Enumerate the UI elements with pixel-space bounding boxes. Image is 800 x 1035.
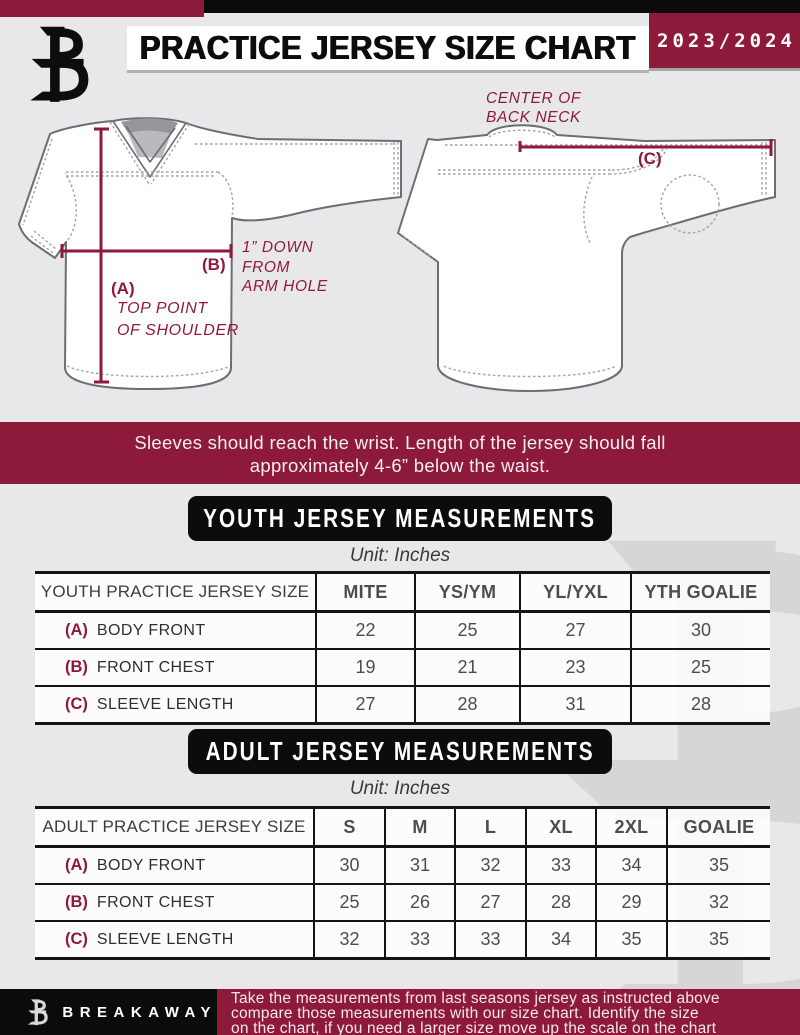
adult-unit-label: Unit: Inches xyxy=(349,778,451,799)
table-cell: 31 xyxy=(521,687,632,722)
table-cell: 27 xyxy=(456,885,527,920)
row-label-cell: (C) SLEEVE LENGTH xyxy=(35,922,315,957)
table-cell: 29 xyxy=(597,885,668,920)
page-title-box xyxy=(127,26,649,70)
measurement-label-c: (C) xyxy=(638,149,662,168)
footer-instructions: Take the measurements from last seasons jersey as instructed above compare those measurements with our size chart. Identify the size on the chart, if you need a larger size move up the scale on the chart xyxy=(217,989,800,1035)
table-cell: 27 xyxy=(521,613,632,648)
breakaway-logo-icon xyxy=(26,996,49,1029)
season-badge xyxy=(649,13,800,68)
table-row xyxy=(35,883,770,920)
table-cell: 25 xyxy=(416,613,521,648)
table-header-cell: YOUTH PRACTICE JERSEY SIZE xyxy=(35,574,317,610)
table-cell: 35 xyxy=(708,855,730,875)
table-cell: 33 xyxy=(456,922,527,957)
table-cell: 28 xyxy=(690,694,712,714)
table-cell: 30 xyxy=(315,848,386,883)
row-label-cell: (B) FRONT CHEST xyxy=(35,885,315,920)
table-row xyxy=(35,920,770,957)
row-label-cell: (A) BODY FRONT xyxy=(35,848,315,883)
table-cell: 32 xyxy=(315,922,386,957)
row-label-cell: (C) SLEEVE LENGTH xyxy=(35,687,317,722)
adult-section-title: ADULT JERSEY MEASUREMENTS xyxy=(205,736,595,766)
row-label-cell: (B) FRONT CHEST xyxy=(35,650,317,685)
table-header-cell: ADULT PRACTICE JERSEY SIZE xyxy=(35,809,315,845)
table-header-row xyxy=(35,574,770,613)
down-from-armhole-note: 1” DOWN FROM ARM HOLE xyxy=(242,239,328,295)
table-header-cell: L xyxy=(456,809,527,845)
table-cell: 28 xyxy=(416,687,521,722)
table-cell: 34 xyxy=(597,848,668,883)
measurement-label-b: (B) xyxy=(202,255,226,274)
fit-note-banner: Sleeves should reach the wrist. Length of the jersey should fall approximately 4-6” below the waist. xyxy=(0,422,800,484)
table-header-row xyxy=(35,809,770,848)
table-cell: 33 xyxy=(527,848,597,883)
youth-section-banner xyxy=(188,496,612,541)
season-label: 2023/2024 xyxy=(657,29,796,52)
table-header-cell: YS/YM xyxy=(416,574,521,610)
table-cell: 21 xyxy=(416,650,521,685)
adult-size-table xyxy=(35,806,770,960)
table-row xyxy=(35,848,770,883)
table-cell: 33 xyxy=(386,922,456,957)
center-back-neck-note: CENTER OF BACK NECK xyxy=(486,90,581,126)
page-title: PRACTICE JERSEY SIZE CHART xyxy=(140,29,636,66)
youth-unit-label: Unit: Inches xyxy=(349,545,451,566)
youth-size-table xyxy=(35,571,770,725)
table-cell: 35 xyxy=(708,929,730,949)
table-cell: 25 xyxy=(315,885,386,920)
table-cell: 35 xyxy=(597,922,668,957)
table-cell: 27 xyxy=(317,687,416,722)
front-jersey-illustration xyxy=(19,118,401,389)
table-header-cell: MITE xyxy=(317,574,416,610)
table-header-cell: S xyxy=(315,809,386,845)
table-cell: 28 xyxy=(527,885,597,920)
adult-section-banner xyxy=(188,729,612,774)
breakaway-logo-icon xyxy=(24,24,94,106)
jersey-measurement-diagram xyxy=(0,85,800,420)
top-accent-bar-maroon xyxy=(0,0,204,17)
table-cell: 32 xyxy=(456,848,527,883)
back-jersey-illustration xyxy=(398,125,775,391)
table-row xyxy=(35,648,770,685)
top-point-of-shoulder-note: TOP POINT OF SHOULDER xyxy=(117,300,239,339)
table-cell: 22 xyxy=(317,613,416,648)
table-header-cell: XL xyxy=(527,809,597,845)
brand-name: BREAKAWAY xyxy=(62,1003,217,1021)
table-header-cell: M xyxy=(386,809,456,845)
table-cell: 34 xyxy=(527,922,597,957)
table-header-cell: YL/YXL xyxy=(521,574,632,610)
table-row xyxy=(35,613,770,648)
table-cell: 32 xyxy=(708,892,730,912)
row-label-cell: (A) BODY FRONT xyxy=(35,613,317,648)
table-cell: 31 xyxy=(386,848,456,883)
top-accent-bar-black xyxy=(204,0,800,13)
footer-brand-box xyxy=(0,989,217,1035)
youth-section-title: YOUTH JERSEY MEASUREMENTS xyxy=(203,503,597,533)
table-cell: 25 xyxy=(690,657,712,677)
table-row xyxy=(35,685,770,722)
table-header-cell: YTH GOALIE xyxy=(644,581,758,602)
table-cell: 19 xyxy=(317,650,416,685)
table-cell: 23 xyxy=(521,650,632,685)
measurement-label-a: (A) xyxy=(111,279,135,298)
table-cell: 26 xyxy=(386,885,456,920)
table-header-cell: GOALIE xyxy=(683,816,755,837)
table-cell: 30 xyxy=(690,620,712,640)
table-header-cell: 2XL xyxy=(597,809,668,845)
